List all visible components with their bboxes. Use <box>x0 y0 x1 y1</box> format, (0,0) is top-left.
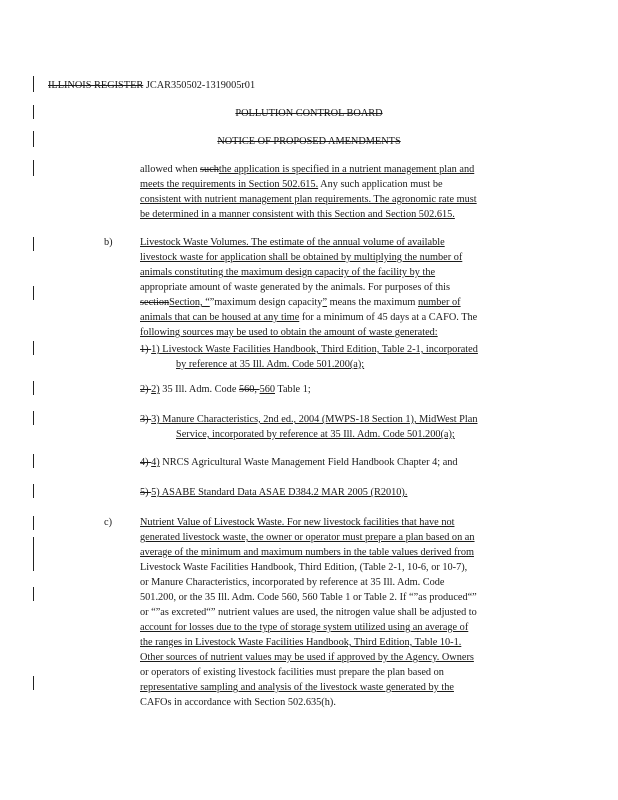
inserted-number: 2) <box>151 384 160 395</box>
inserted-text: 560 <box>259 384 276 395</box>
change-bar <box>33 484 34 498</box>
para-c-line: or Manure Characteristics, incorporated by reference at 35 Ill. Adm. Code <box>140 577 445 588</box>
inserted-text: Manure Characteristics, 2nd ed., 2004 (MWPS-18 Section 1), MidWest Plan <box>159 414 478 425</box>
source-item <box>140 383 311 396</box>
register-code: JCAR350502-1319005r01 <box>145 80 256 91</box>
para-c-line: Other sources of nutrient values may be used if approved by the Agency. Owners <box>140 652 474 663</box>
para-a-line: be determined in a manner consistent with this Section and Section 502.615. <box>140 209 455 220</box>
deleted-number: 3) <box>140 414 152 425</box>
change-bar <box>33 381 34 395</box>
inserted-text: the application is specified in a nutrient management plan and <box>218 164 475 175</box>
inserted-text: The estimate of the annual volume of available <box>251 237 445 248</box>
register-name: ILLINOIS REGISTER <box>48 80 144 91</box>
source-item <box>140 343 478 356</box>
para-c-line: CAFOs in accordance with Section 502.635(h). <box>140 697 336 708</box>
para-c-line: representative sampling and analysis of the livestock waste generated by the <box>140 682 454 693</box>
register-header <box>48 79 255 92</box>
text: ”maximum design capacity <box>209 297 323 308</box>
text: means the maximum <box>327 297 418 308</box>
change-bar <box>33 537 34 571</box>
para-b-line <box>140 311 477 324</box>
deleted-number: 4) <box>140 457 152 468</box>
para-b-label: b) <box>104 237 113 248</box>
para-a-line <box>140 163 474 176</box>
source-item <box>140 486 407 499</box>
change-bar <box>33 676 34 690</box>
inserted-text: ” <box>322 297 328 308</box>
source-item <box>140 456 458 469</box>
para-c-line: Nutrient Value of Livestock Waste. For new livestock facilities that have not <box>140 517 455 528</box>
text: 35 Ill. Adm. Code <box>159 384 239 395</box>
para-b-line <box>140 296 461 309</box>
text: Any such application must be <box>318 179 443 190</box>
change-bar <box>33 76 34 92</box>
change-bar <box>33 587 34 601</box>
text: for a minimum of 45 days at a CAFO. The <box>299 312 478 323</box>
board-title: POLLUTION CONTROL BOARD <box>235 108 383 119</box>
deleted-number: 5) <box>140 487 152 498</box>
text: allowed when <box>140 164 201 175</box>
para-b-line <box>140 236 445 249</box>
para-a-line <box>140 178 443 191</box>
deleted-text: section <box>140 297 170 308</box>
deleted-number: 1) <box>140 344 152 355</box>
inserted-text: meets the requirements in Section 502.615. <box>140 179 319 190</box>
source-item <box>140 413 478 426</box>
text: appropriate amount of waste generated by the animals. For purposes of this <box>140 282 450 293</box>
source-item-cont: by reference at 35 Ill. Adm. Code 501.200(a); <box>176 359 365 370</box>
para-c-line: or operators of existing livestock facilities must prepare the plan based on <box>140 667 444 678</box>
change-bar <box>33 516 34 530</box>
para-c-line: average of the minimum and maximum numbers in the table values derived from <box>140 547 474 558</box>
text: NRCS Agricultural Waste Management Field Handbook Chapter 4; and <box>159 457 458 468</box>
para-a-line: consistent with nutrient management plan requirements. The agronomic rate must <box>140 194 477 205</box>
inserted-text: Section, “ <box>169 297 210 308</box>
source-item-cont: Service, incorporated by reference at 35 Ill. Adm. Code 501.200(a); <box>176 429 455 440</box>
para-b-line <box>140 281 450 294</box>
para-c-line: Livestock Waste Facilities Handbook, Third Edition, (Table 2-1, 10-6, or 10-7), <box>140 562 468 573</box>
para-c-line: or “”as excreted“” nutrient values are used, the nitrogen value shall be adjusted to <box>140 607 477 618</box>
change-bar <box>33 341 34 355</box>
deleted-text: such <box>200 164 219 175</box>
para-b-line: animals constituting the maximum design capacity of the facility by the <box>140 267 436 278</box>
inserted-text: number of <box>417 297 461 308</box>
change-bar <box>33 237 34 251</box>
para-b-line: livestock waste for application shall be obtained by multiplying the number of <box>140 252 463 263</box>
notice-title: NOTICE OF PROPOSED AMENDMENTS <box>217 136 401 147</box>
change-bar <box>33 454 34 468</box>
inserted-number: 1) <box>151 344 160 355</box>
para-c-line: the ranges in Livestock Waste Facilities Handbook, Third Edition, Table 10-1. <box>140 637 462 648</box>
para-c-label: c) <box>104 517 112 528</box>
para-b-line: following sources may be used to obtain the amount of waste generated: <box>140 327 438 338</box>
deleted-text: 560, <box>238 384 260 395</box>
change-bar <box>33 411 34 425</box>
inserted-text: Livestock Waste Facilities Handbook, Third Edition, Table 2-1, incorporated <box>159 344 478 355</box>
change-bar <box>33 160 34 176</box>
para-c-line: 501.200, or the 35 Ill. Adm. Code 560, 560 Table 1 or Table 2. If “”as produced“” <box>140 592 477 603</box>
deleted-number: 2) <box>140 384 152 395</box>
para-c-line: generated livestock waste, the owner or operator must prepare a plan based on an <box>140 532 475 543</box>
inserted-number: 3) <box>151 414 160 425</box>
para-c-line: account for losses due to the type of storage system utilized using an average of <box>140 622 469 633</box>
inserted-number: 4) <box>151 457 160 468</box>
inserted-text: animals that can be housed at any time <box>140 312 300 323</box>
heading-text: Livestock Waste Volumes. <box>140 237 252 248</box>
change-bar <box>33 286 34 300</box>
text: Table 1; <box>275 384 311 395</box>
inserted-text: ASABE Standard Data ASAE D384.2 MAR 2005 (R2010). <box>159 487 408 498</box>
inserted-number: 5) <box>151 487 160 498</box>
